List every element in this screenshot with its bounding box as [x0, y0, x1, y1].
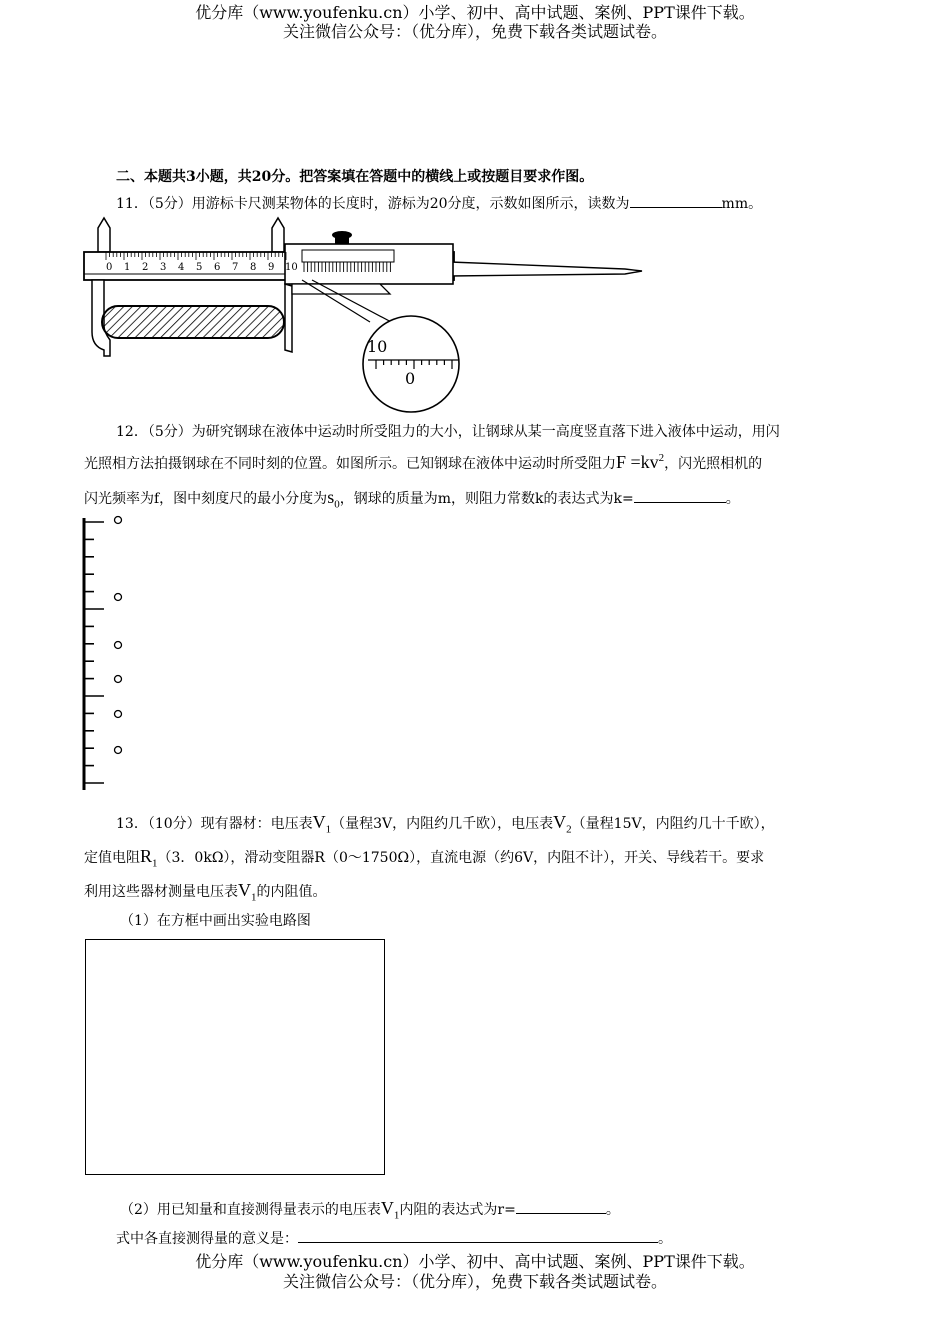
q13-part-3: [116, 1228, 672, 1248]
s-subscript: 0: [334, 498, 340, 511]
circuit-drawing-box[interactable]: [85, 939, 385, 1175]
main-scale-label: 5: [196, 262, 203, 273]
q13-meaning-answer-blank[interactable]: [298, 1242, 658, 1243]
q13-part-2: [120, 1198, 620, 1222]
q13-line-2a: 定值电阻: [84, 850, 140, 866]
q11-unit: mm。: [721, 196, 763, 212]
main-scale-label: 9: [268, 262, 275, 273]
main-scale-label: 4: [178, 262, 185, 273]
q13-part-3b: 。: [658, 1231, 672, 1247]
ball-position: [115, 594, 122, 601]
q12-line-2a: 光照相方法拍摄钢球在不同时刻的位置。如图所示。已知钢球在液体中运动时所受阻力: [84, 456, 616, 472]
v1-subscript: 1: [325, 823, 332, 836]
formula-exponent: 2: [658, 452, 665, 464]
scale-division-symbol: [327, 487, 340, 511]
q12-line-3a: 闪光频率为f，图中刻度尺的最小分度为: [84, 491, 328, 507]
drag-force-formula: [616, 452, 664, 472]
v-symbol: V: [553, 812, 567, 832]
v1-subscript: 1: [393, 1209, 400, 1222]
main-scale-label: 1: [124, 262, 131, 273]
v1-subscript: 1: [251, 891, 257, 904]
q12-line-3c: 。: [725, 491, 740, 507]
r1-subscript: 1: [152, 857, 158, 870]
q13-r-answer-blank[interactable]: [516, 1213, 606, 1214]
q13-line-1a: 13．（10分）现有器材：电压表: [116, 816, 313, 832]
q13-part-1: （1）在方框中画出实验电路图: [120, 913, 311, 929]
ruler-ticks: [84, 522, 104, 783]
q13-part-2c: 。: [605, 1202, 620, 1218]
main-scale-label: 2: [142, 262, 149, 273]
q13-part-3a: 式中各直接测得量的意义是：: [116, 1231, 298, 1247]
voltmeter-v1-symbol: [380, 1198, 400, 1222]
ruler-ball-figure: [76, 514, 146, 794]
ball-position: [115, 517, 122, 524]
q12-line-2b: ，闪光照相机的: [664, 456, 763, 472]
main-scale-label: 8: [250, 262, 257, 273]
v-symbol: V: [312, 812, 326, 832]
formula-text: F =kv: [616, 452, 659, 472]
main-scale-label: 6: [214, 262, 221, 273]
r-symbol: R: [140, 846, 153, 866]
footer-line-2: 关注微信公众号：（优分库），免费下载各类试题试卷。: [282, 1272, 667, 1291]
inset-label-10: 10: [367, 337, 388, 356]
resistor-r1-symbol: [140, 846, 158, 870]
v2-subscript: 2: [566, 823, 572, 836]
q13-line-3: [84, 880, 327, 904]
q12-line-2: [84, 452, 762, 473]
ball-position: [115, 642, 122, 649]
header-line-2: 关注微信公众号：（优分库），免费下载各类试题试卷。: [282, 22, 667, 41]
footer-line-1: 优分库（www.youfenku.cn）小学、初中、高中试题、案例、PPT课件下载。: [195, 1252, 755, 1271]
header-line-1: 优分库（www.youfenku.cn）小学、初中、高中试题、案例、PPT课件下载。: [195, 3, 755, 22]
v-symbol: V: [238, 880, 251, 900]
q12-line-3: [84, 487, 740, 511]
q13-line-1b: （量程3V，内阻约几千欧），电压表: [331, 816, 554, 832]
q12-answer-blank[interactable]: [634, 502, 726, 503]
voltmeter-v2-symbol: [553, 812, 572, 836]
voltmeter-v1-symbol: [238, 880, 257, 904]
v-symbol: V: [380, 1198, 394, 1218]
ball-position: [115, 747, 122, 754]
ball-position: [115, 676, 122, 683]
vernier-caliper-figure: [80, 214, 650, 414]
q13-line-2b: （3．0kΩ），滑动变阻器R（0～1750Ω），直流电源（约6V，内阻不计），开关、导线若干。要求: [157, 850, 765, 866]
section-title: 二、本题共3小题，共20分。把答案填在答题中的横线上或按题目要求作图。: [116, 169, 594, 185]
q11-text: [116, 193, 762, 213]
q13-part-2a: （2）用已知量和直接测得量表示的电压表: [120, 1202, 381, 1218]
main-scale-label: 10: [285, 262, 298, 273]
inset-label-0: 0: [405, 369, 416, 388]
q12-line-3b: ，钢球的质量为m，则阻力常数k的表达式为k=: [339, 491, 634, 507]
main-scale-label: 7: [232, 262, 239, 273]
q13-line-3a: 利用这些器材测量电压表: [84, 884, 238, 900]
q12-line-1: 12．（5分）为研究钢球在液体中运动时所受阻力的大小，让钢球从某一高度竖直落下进入液体中运动，用闪: [116, 424, 780, 440]
q13-line-3b: 的内阻值。: [256, 884, 327, 900]
main-scale-label: 0: [106, 262, 113, 273]
s-symbol: s: [327, 487, 335, 507]
q11-answer-blank[interactable]: [630, 207, 722, 208]
q11-prompt: 11．（5分）用游标卡尺测某物体的长度时，游标为20分度，示数如图所示，读数为: [116, 196, 630, 212]
q13-line-2: [84, 846, 764, 870]
ball-position: [115, 711, 122, 718]
q13-line-1c: （量程15V，内阻约几十千欧），: [571, 816, 775, 832]
q13-part-2b: 内阻的表达式为r=: [399, 1202, 516, 1218]
voltmeter-v1-symbol: [312, 812, 332, 836]
main-scale-label: 3: [160, 262, 167, 273]
q13-line-1: [116, 812, 775, 836]
